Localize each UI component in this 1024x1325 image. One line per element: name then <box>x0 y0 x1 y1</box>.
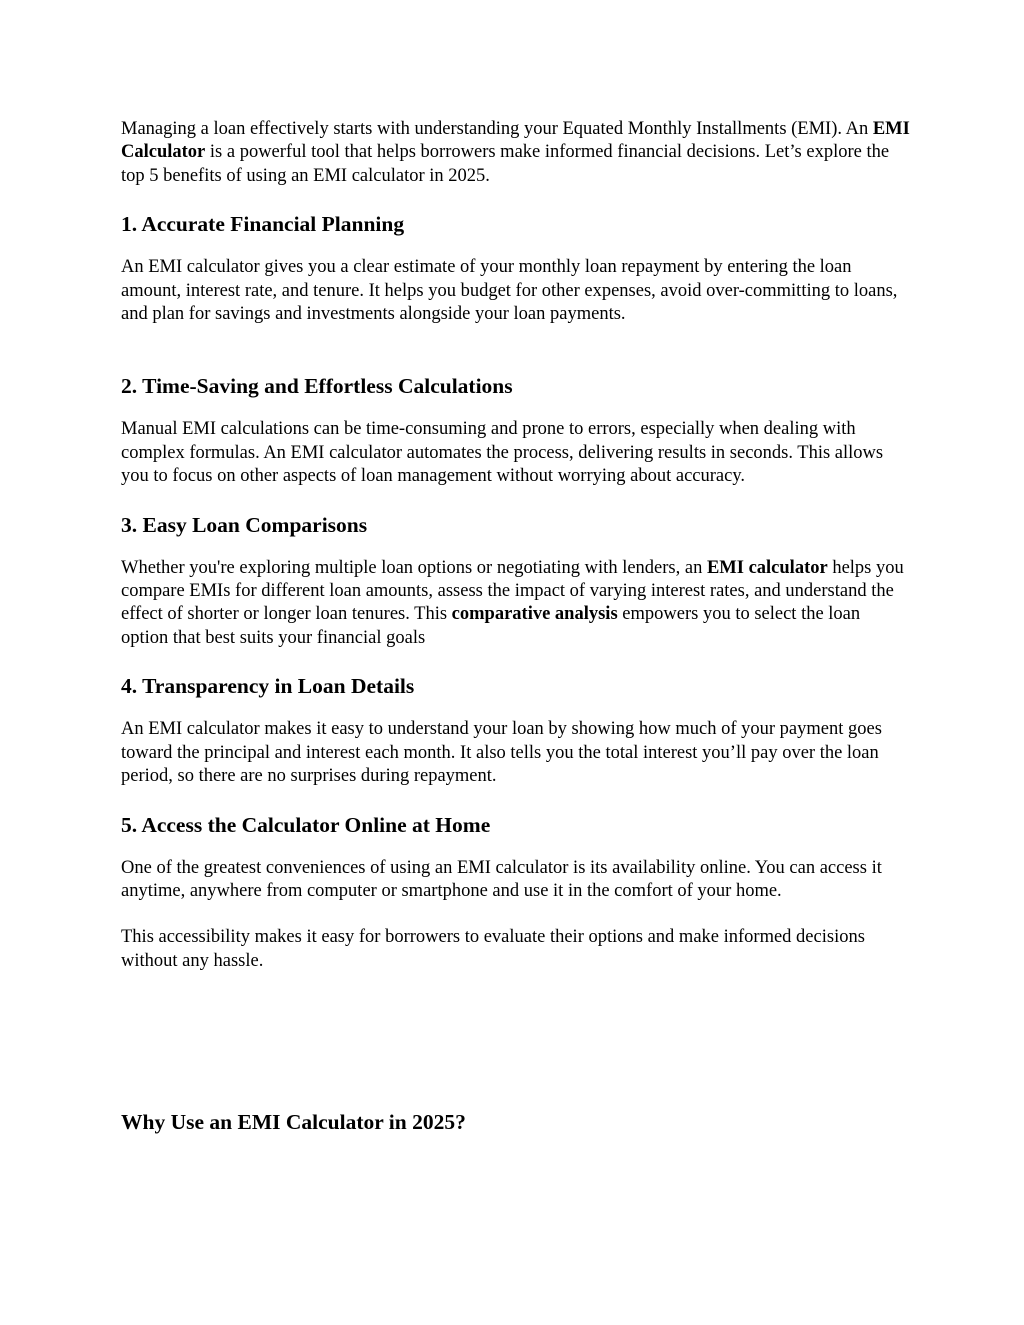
intro-text-2: is a powerful tool that helps borrowers make informed financial decisions. Let’s explore the top 5 benefits of using an EMI calculator in 2025. <box>121 142 890 186</box>
document-page <box>121 118 911 1135</box>
paragraph-time-saving: Manual EMI calculations can be time-consuming and prone to errors, especially when dealing with complex formulas. An EMI calculator automates the process, delivering results in seconds. This allows you to focus on other aspects of loan management without worrying about accuracy. <box>121 419 884 487</box>
heading-easy-loan-comparisons: 3. Easy Loan Comparisons <box>121 512 368 537</box>
heading-why-use-emi-calculator: Why Use an EMI Calculator in 2025? <box>121 1110 466 1135</box>
paragraph-access-online: One of the greatest conveniences of using an EMI calculator is its availability online. You can access it anytime, anywhere from computer or smartphone and use it in the comfort of your home. <box>121 857 882 901</box>
heading-access-online: 5. Access the Calculator Online at Home <box>121 812 491 837</box>
intro-text-1: Managing a loan effectively starts with understanding your Equated Monthly Installments (EMI). An <box>121 119 873 139</box>
heading-transparency: 4. Transparency in Loan Details <box>121 674 415 699</box>
paragraph-easy-loan-comparisons <box>121 557 911 651</box>
comparisons-bold-comparative-analysis: comparative analysis <box>451 604 618 625</box>
paragraph-accurate-financial-planning: An EMI calculator gives you a clear estimate of your monthly loan repayment by entering the loan amount, interest rate, and tenure. It helps you budget for other expenses, avoid over-committing to loans, and plan for savings and investments alongside your loan payments. <box>121 257 898 325</box>
intro-bold-emi-calculator: EMI Calculator <box>121 119 910 163</box>
heading-accurate-financial-planning: 1. Accurate Financial Planning <box>121 212 405 237</box>
intro-paragraph <box>121 118 911 188</box>
paragraph-transparency: An EMI calculator makes it easy to understand your loan by showing how much of your payment goes toward the principal and interest each month. It also tells you the total interest you’ll pay over the loan period, so there are no surprises during repayment. <box>121 719 882 787</box>
paragraph-accessibility: This accessibility makes it easy for borrowers to evaluate their options and make informed decisions without any hassle. <box>121 927 865 971</box>
comparisons-text-3: empowers you to select the loan option that best suits your financial goals <box>121 604 861 648</box>
comparisons-text-1: Whether you're exploring multiple loan options or negotiating with lenders, an <box>121 557 707 578</box>
comparisons-bold-emi-calculator: EMI calculator <box>706 557 828 578</box>
heading-time-saving: 2. Time-Saving and Effortless Calculations <box>121 374 513 399</box>
comparisons-text-2: helps you compare EMIs for different loan amounts, assess the impact of varying interest rates, and understand the effect of shorter or longer loan tenures. This <box>121 557 904 625</box>
